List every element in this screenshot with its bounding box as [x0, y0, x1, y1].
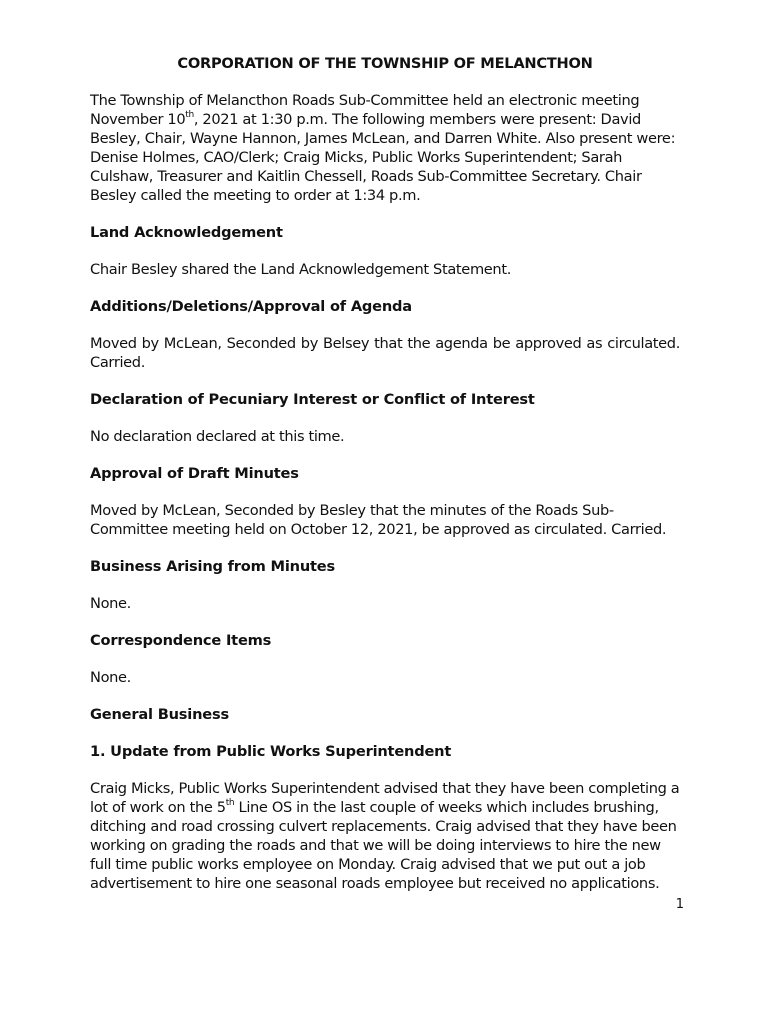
section-heading-correspondence: Correspondence Items [90, 632, 272, 649]
section-body-business-arising: None. [90, 595, 131, 612]
section-body-public-works-update [90, 779, 680, 893]
public-works-text-part-2: Line OS in the last couple of weeks which includes brushing, ditching and road crossing culvert replacements. Craig advised that they have been working on grading the roads and that we will be doing interviews to hire the new full time public works employee on Monday. Craig advised that we put out a job advertisement to hire one seasonal roads employee but received no applications. [90, 799, 677, 892]
section-body-correspondence: None. [90, 669, 131, 686]
page-number: 1 [675, 897, 684, 912]
section-heading-interest: Declaration of Pecuniary Interest or Conflict of Interest [90, 391, 535, 408]
meeting-intro-paragraph [90, 91, 680, 205]
section-body-land-acknowledgement: Chair Besley shared the Land Acknowledgement Statement. [90, 261, 511, 278]
section-heading-public-works-update: 1. Update from Public Works Superintendent [90, 743, 452, 760]
section-body-draft-minutes: Moved by McLean, Seconded by Besley that the minutes of the Roads Sub-Committee meeting held on October 12, 2021, be approved as circulated. Carried. [90, 502, 667, 538]
document-content [90, 54, 680, 911]
section-body-agenda: Moved by McLean, Seconded by Belsey that the agenda be approved as circulated. Carried. [90, 335, 680, 371]
section-heading-land-acknowledgement: Land Acknowledgement [90, 224, 283, 241]
public-works-superscript: th [225, 798, 235, 809]
public-works-text-part-1: Craig Micks, Public Works Superintendent advised that they have been completing a lot of work on the 5 [90, 780, 680, 816]
section-heading-agenda: Additions/Deletions/Approval of Agenda [90, 298, 412, 315]
document-title: CORPORATION OF THE TOWNSHIP OF MELANCTHON [177, 55, 593, 72]
section-heading-general-business: General Business [90, 706, 229, 723]
section-body-interest: No declaration declared at this time. [90, 428, 345, 445]
section-heading-draft-minutes: Approval of Draft Minutes [90, 465, 299, 482]
intro-text-part-2: , 2021 at 1:30 p.m. The following members were present: David Besley, Chair, Wayne Hannon, James McLean, and Darren White. Also present were: Denise Holmes, CAO/Clerk; Craig Micks, Public Works Superintendent; Sarah Culshaw, Treasurer and Kaitlin Chessell, Roads Sub-Committee Secretary. Chair Besley called the meeting to order at 1:34 p.m. [90, 111, 676, 204]
intro-superscript: th [185, 110, 194, 121]
section-heading-business-arising: Business Arising from Minutes [90, 558, 335, 575]
intro-text-part-1: The Township of Melancthon Roads Sub-Committee held an electronic meeting November 10 [90, 92, 640, 128]
